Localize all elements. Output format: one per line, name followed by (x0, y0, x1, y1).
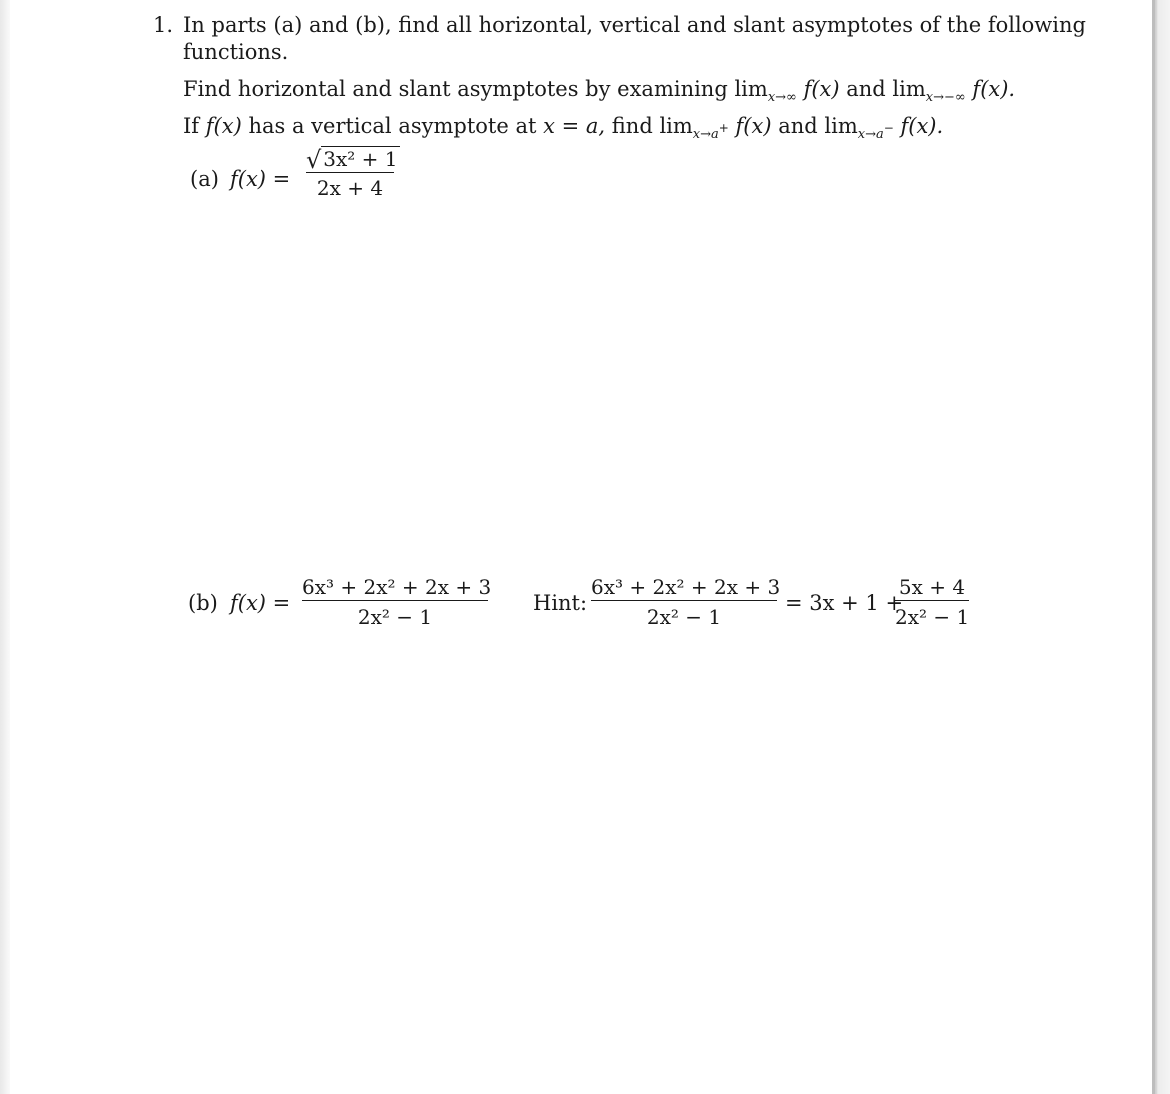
instruction-horizontal-slant (183, 79, 1015, 104)
instr2-fx1: f(x) (735, 114, 772, 138)
remainder-denominator: 2x² − 1 (895, 605, 970, 629)
part-a-label: (a) (190, 167, 219, 191)
instr2-if: If (183, 114, 200, 138)
limit-sub-pos-inf: x→∞ (767, 90, 797, 105)
hint-numerator: 6x³ + 2x² + 2x + 3 (591, 575, 781, 599)
part-a-radicand: 3x² + 1 (323, 147, 398, 171)
part-b-numerator: 6x³ + 2x² + 2x + 3 (302, 575, 492, 599)
instr2-eq: x = a, (543, 114, 606, 138)
intro-line-1: In parts (a) and (b), find all horizontal, vertical and slant asymptotes of the following (183, 13, 1086, 37)
part-a-fraction (306, 146, 398, 200)
hint-fraction (591, 575, 781, 629)
part-b-fraction-bar (302, 600, 488, 601)
hint-label: Hint: (533, 591, 588, 615)
limit-sub-a-minus: x→a− (857, 121, 894, 142)
hint-denominator: 2x² − 1 (646, 605, 722, 629)
fx-1: f(x) (803, 77, 840, 101)
instr2-fx2: f(x). (900, 114, 944, 138)
hint-fraction-bar (591, 600, 777, 601)
instr2-text: has a vertical asymptote at (248, 114, 537, 138)
part-b-label: (b) (188, 591, 218, 615)
limit-sub-a-plus: x→a+ (692, 121, 729, 142)
part-b-lhs: f(x) = (230, 591, 291, 615)
fx-2: f(x). (972, 77, 1016, 101)
instr1-text: Find horizontal and slant asymptotes by examining lim (183, 77, 768, 101)
hint-quotient: = 3x + 1 + (785, 591, 904, 615)
and-lim-1: and lim (846, 77, 926, 101)
instr2-and-lim: and lim (778, 114, 858, 138)
limit-sub-neg-inf: x→−∞ (925, 90, 966, 105)
intro-line-2: functions. (183, 40, 289, 64)
part-a-denominator: 2x + 4 (316, 176, 384, 200)
remainder-fraction (895, 577, 969, 627)
part-b-denominator: 2x² − 1 (357, 605, 433, 629)
part-a-lhs: f(x) = (230, 167, 291, 191)
part-b-fraction (302, 575, 492, 629)
page-right-edge (1152, 0, 1170, 1094)
part-a-numerator: √ 3x² + 1 (306, 146, 398, 174)
instr2-find-lim: find lim (611, 114, 693, 138)
instr2-fx: f(x) (205, 114, 242, 138)
instruction-vertical (183, 116, 943, 141)
problem-number: 1. (153, 13, 174, 37)
remainder-fraction-bar (895, 600, 969, 601)
remainder-numerator: 5x + 4 (898, 575, 966, 599)
